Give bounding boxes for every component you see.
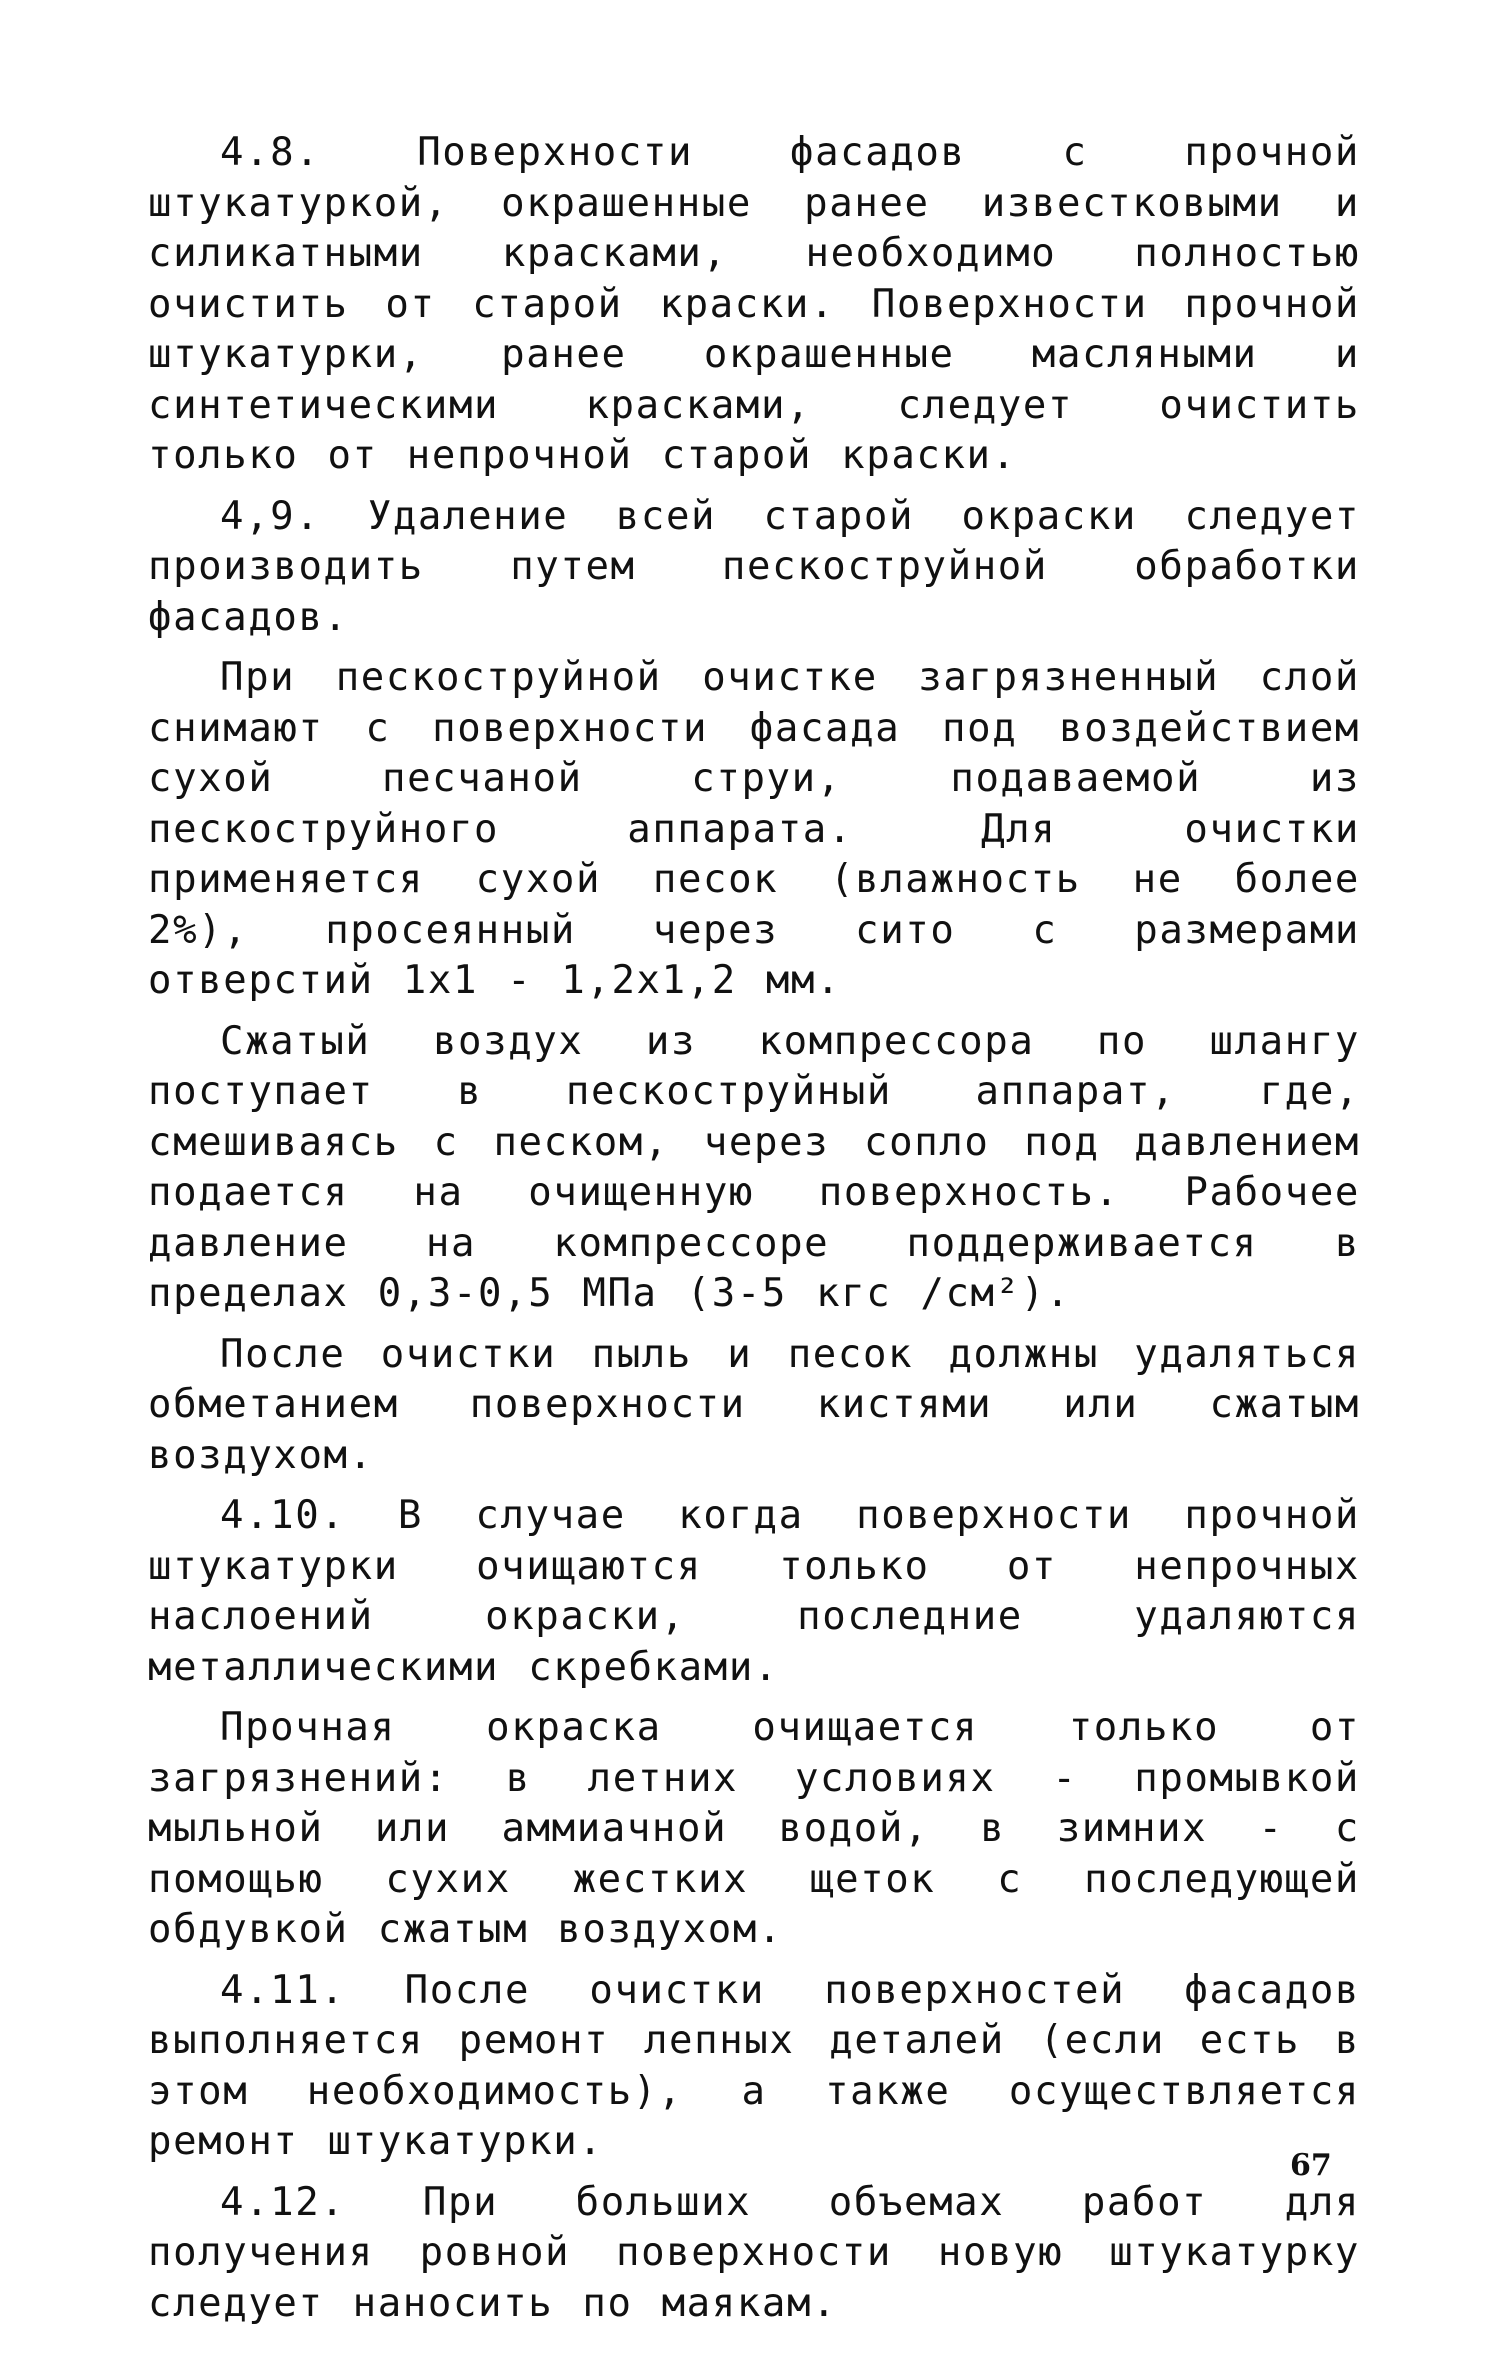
paragraph-text: 4,9. Удаление всей старой окраски следует производить путем пескоструйной обработки фасадов. bbox=[148, 493, 1360, 640]
paragraph-text: 4.8. Поверхности фасадов с прочной штукатуркой, окрашенные ранее известковыми и силикатными красками, необходимо полностью очистить от старой краски. Поверхности прочной штукатурки, ранее окрашенные масляными и синтетическими красками, следует очистить только от непрочной старой краски. bbox=[148, 130, 1360, 478]
paragraph-text: При пескоструйной очистке загрязненный слой снимают с поверхности фасада под воздействием сухой песчаной струи, подаваемой из пескоструйного аппарата. Для очистки применяется сухой песок (влажность не более 2%), просеянный через сито с размерами отверстий 1х1 - 1,2х1,2 мм. bbox=[148, 655, 1360, 1003]
paragraph-text: 4.12. При больших объемах работ для получения ровной поверхности новую штукатурку следует наносить по маякам. bbox=[148, 2179, 1360, 2326]
paragraph-4-8 bbox=[148, 128, 1360, 482]
paragraph-dust-removal bbox=[148, 1330, 1360, 1482]
paragraph-4-10 bbox=[148, 1491, 1360, 1693]
paragraph-text: Прочная окраска очищается только от загрязнений: в летних условиях - промывкой мыльной или аммиачной водой, в зимних - с помощью сухих жестких щеток с последующей обдувкой сжатым воздухом. bbox=[148, 1705, 1360, 1952]
paragraph-4-9 bbox=[148, 492, 1360, 644]
paragraph-sandblasting bbox=[148, 653, 1360, 1007]
page-number: 67 bbox=[1290, 2148, 1332, 2183]
paragraph-durable-paint bbox=[148, 1703, 1360, 1956]
paragraph-text: Сжатый воздух из компрессора по шлангу поступает в пескоструйный аппарат, где, смешиваясь с песком, через сопло под давлением подается на очищенную поверхность. Рабочее давление на компрессоре поддерживается в пределах 0,3-0,5 МПа (3-5 кгс /см²). bbox=[148, 1018, 1360, 1316]
paragraph-compressed-air bbox=[148, 1017, 1360, 1320]
paragraph-4-11 bbox=[148, 1966, 1360, 2168]
paragraph-text: 4.10. В случае когда поверхности прочной штукатурки очищаются только от непрочных наслоений окраски, последние удаляются металлическими скребками. bbox=[148, 1493, 1360, 1690]
paragraph-text: 4.11. После очистки поверхностей фасадов выполняется ремонт лепных деталей (если есть в этом необходимость), а также осуществляется ремонт штукатурки. bbox=[148, 1967, 1360, 2164]
paragraph-text: После очистки пыль и песок должны удаляться обметанием поверхности кистями или сжатым воздухом. bbox=[148, 1331, 1360, 1478]
body-text bbox=[148, 128, 1360, 2329]
paragraph-4-12 bbox=[148, 2178, 1360, 2330]
